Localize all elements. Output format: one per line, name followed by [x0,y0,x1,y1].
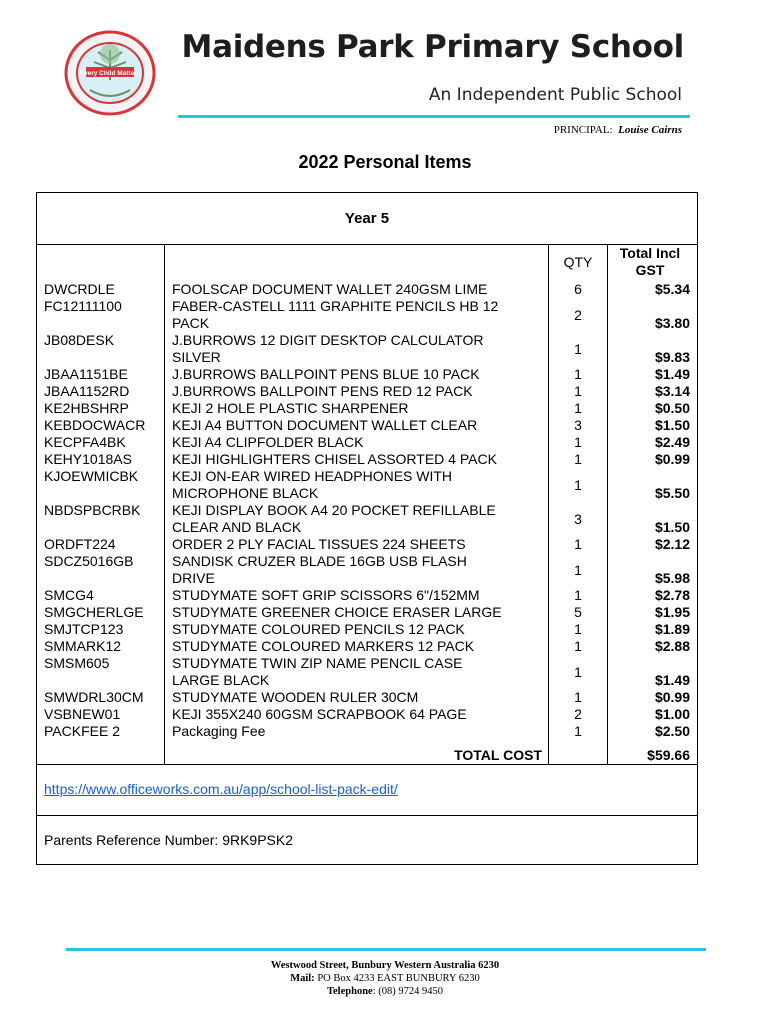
item-qty: 1 [574,400,582,416]
item-description: STUDYMATE COLOURED MARKERS 12 PACK [172,638,475,654]
item-description: J.BURROWS BALLPOINT PENS BLUE 10 PACK [172,366,480,382]
item-code: SMCG4 [44,587,94,603]
item-description: MICROPHONE BLACK [172,485,319,501]
item-qty: 2 [574,306,582,323]
footer-phone-label: Telephone [326,986,373,997]
link-divider [36,815,698,816]
school-name: Maidens Park Primary School [181,29,684,65]
item-price: $1.95 [654,604,690,620]
item-price: $0.99 [654,689,690,705]
total-header-line2: GST [635,262,665,278]
item-code: ORDFT224 [44,536,116,552]
total-header [608,245,692,279]
logo-motto: Every Child Matters [79,70,141,77]
item-qty: 1 [574,689,582,705]
year-heading: Year 5 [344,210,390,227]
item-qty: 1 [574,536,582,552]
item-qty: 1 [574,340,582,357]
item-code: SMMARK12 [44,638,122,654]
header-divider [178,115,690,118]
item-price: $3.14 [654,383,690,399]
item-code: KJOEWMICBK [44,468,139,484]
item-price: $2.49 [654,434,690,450]
item-qty: 1 [574,451,582,467]
item-code: KEBDOCWACR [44,417,146,433]
item-qty: 5 [574,604,582,620]
item-description: PACK [172,315,210,331]
item-qty: 1 [574,638,582,654]
qty-header: QTY [563,254,593,270]
page-title: 2022 Personal Items [298,152,472,172]
item-qty: 1 [574,476,582,493]
item-price: $1.49 [654,672,690,688]
item-code: FC12111100 [44,298,122,314]
item-code: SMSM605 [44,655,110,671]
item-code: KEHY1018AS [44,451,132,467]
item-price: $1.89 [654,621,690,637]
item-code: KECPFA4BK [44,434,126,450]
table-bottom-divider [36,764,698,765]
footer-mail-value: PO Box 4233 EAST BUNBURY 6230 [317,973,480,984]
item-qty: 1 [574,366,582,382]
item-description: KEJI DISPLAY BOOK A4 20 POCKET REFILLABLE [172,502,496,518]
item-description: DRIVE [172,570,215,586]
item-price: $5.34 [654,281,690,297]
item-price: $2.88 [654,638,690,654]
item-description: KEJI A4 BUTTON DOCUMENT WALLET CLEAR [172,417,478,433]
school-logo [64,30,156,116]
item-description: KEJI ON-EAR WIRED HEADPHONES WITH [172,468,453,484]
item-qty: 1 [574,663,582,680]
year-divider [36,244,698,245]
item-description: J.BURROWS BALLPOINT PENS RED 12 PACK [172,383,473,399]
item-price: $5.98 [654,570,690,586]
item-qty: 1 [574,561,582,578]
item-description: STUDYMATE SOFT GRIP SCISSORS 6"/152MM [172,587,480,603]
item-price: $2.12 [654,536,690,552]
item-code: NBDSPBCRBK [44,502,141,518]
item-qty: 1 [574,587,582,603]
footer [0,959,770,998]
item-price: $3.80 [654,315,690,331]
school-subtitle: An Independent Public School [428,85,682,105]
total-cost-value: $59.66 [647,747,690,763]
parents-reference: Parents Reference Number: 9RK9PSK2 [44,832,294,848]
item-code: JB08DESK [44,332,115,348]
item-description: LARGE BLACK [172,672,270,688]
item-code: VSBNEW01 [44,706,121,722]
item-description: STUDYMATE TWIN ZIP NAME PENCIL CASE [172,655,463,671]
item-qty: 3 [574,510,582,527]
item-code: JBAA1151BE [44,366,128,382]
principal-label: PRINCIPAL: [553,124,613,136]
principal-name: Louise Cairns [618,124,682,136]
item-price: $1.00 [654,706,690,722]
item-code: PACKFEE 2 [44,723,120,739]
total-cost-label: TOTAL COST [454,747,542,763]
item-code: SMWDRL30CM [44,689,144,705]
footer-mail-label: Mail: [290,973,315,984]
item-code: KE2HBSHRP [44,400,129,416]
item-description: KEJI 355X240 60GSM SCRAPBOOK 64 PAGE [172,706,467,722]
item-description: STUDYMATE COLOURED PENCILS 12 PACK [172,621,465,637]
item-qty: 1 [574,723,582,739]
item-qty: 6 [574,281,582,297]
item-qty: 3 [574,417,582,433]
item-description: SILVER [172,349,221,365]
item-code: DWCRDLE [44,281,115,297]
item-description: STUDYMATE GREENER CHOICE ERASER LARGE [172,604,502,620]
item-qty: 1 [574,434,582,450]
item-code: JBAA1152RD [44,383,130,399]
item-code: SMJTCP123 [44,621,124,637]
total-header-line1: Total Incl [619,245,681,261]
column-divider-code [164,244,165,764]
item-description: SANDISK CRUZER BLADE 16GB USB FLASH [172,553,467,569]
item-description: STUDYMATE WOODEN RULER 30CM [172,689,419,705]
item-description: KEJI 2 HOLE PLASTIC SHARPENER [172,400,409,416]
item-price: $0.99 [654,451,690,467]
item-price: $1.49 [654,366,690,382]
footer-phone-value: : (08) 9724 9450 [372,986,443,997]
footer-address: Westwood Street, Bunbury Western Australia 6230 [270,960,500,971]
item-qty: 1 [574,621,582,637]
item-description: J.BURROWS 12 DIGIT DESKTOP CALCULATOR [172,332,484,348]
item-description: KEJI HIGHLIGHTERS CHISEL ASSORTED 4 PACK [172,451,497,467]
item-description: FOOLSCAP DOCUMENT WALLET 240GSM LIME [172,281,488,297]
item-price: $2.78 [654,587,690,603]
item-qty: 2 [574,706,582,722]
item-qty: 1 [574,383,582,399]
item-price: $9.83 [654,349,690,365]
item-price: $2.50 [654,723,690,739]
item-code: SMGCHERLGE [44,604,144,620]
item-price: $1.50 [654,417,690,433]
officeworks-link[interactable]: https://www.officeworks.com.au/app/school-list-pack-edit/ [44,781,398,797]
item-price: $0.50 [654,400,690,416]
item-description: FABER-CASTELL 1111 GRAPHITE PENCILS HB 12 [172,298,499,314]
item-code: SDCZ5016GB [44,553,134,569]
item-price: $1.50 [654,519,690,535]
item-description: ORDER 2 PLY FACIAL TISSUES 224 SHEETS [172,536,466,552]
footer-divider [66,948,706,951]
item-description: KEJI A4 CLIPFOLDER BLACK [172,434,364,450]
item-description: Packaging Fee [172,723,266,739]
principal-line [380,124,682,136]
item-description: CLEAR AND BLACK [172,519,302,535]
item-price: $5.50 [654,485,690,501]
